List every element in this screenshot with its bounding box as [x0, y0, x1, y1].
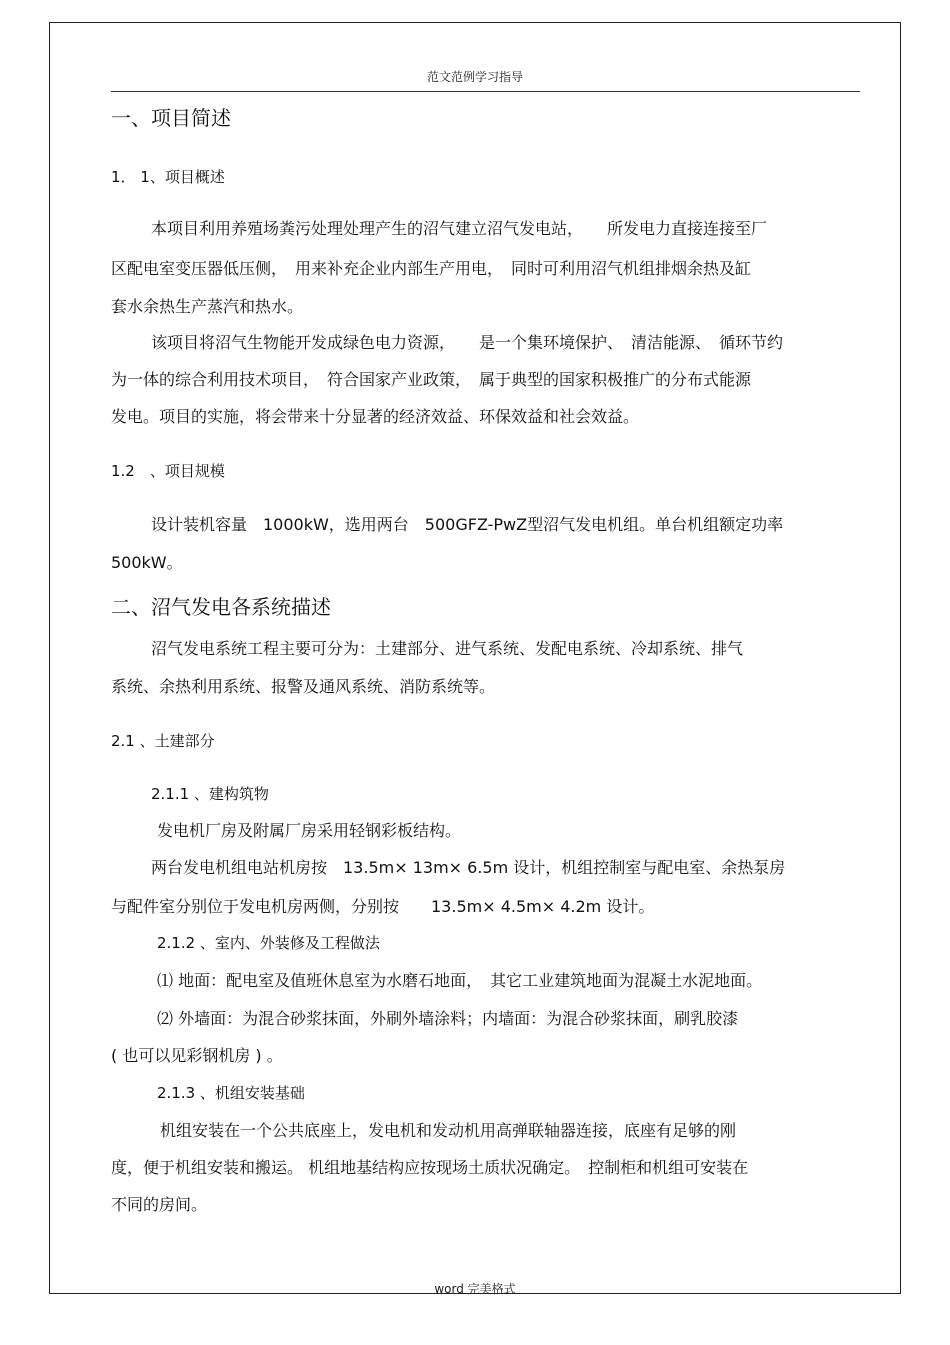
paragraph-4-line-1: 沼气发电系统工程主要可分为：土建部分、进气系统、发配电系统、冷却系统、排气: [151, 639, 744, 658]
section-2-1-2-heading: 2.1.2 、室内、外装修及工程做法: [157, 934, 380, 952]
paragraph-8-line-2: ( 也可以见彩钢机房 ) 。: [111, 1046, 283, 1065]
page-footer: word 完美格式: [434, 1282, 516, 1296]
header-divider: [111, 91, 860, 92]
paragraph-9-line-1: 机组安装在一个公共底座上，发电机和发动机用高弹联轴器连接，底座有足够的刚: [160, 1121, 737, 1140]
paragraph-5-line-1: 发电机厂房及附属厂房采用轻钢彩板结构。: [157, 821, 462, 840]
paragraph-6-line-2: 与配件室分别位于发电机房两侧，分别按 13.5m× 4.5m× 4.2m 设计。: [111, 897, 655, 916]
paragraph-1-line-2: 区配电室变压器低压侧， 用来补充企业内部生产用电， 同时可利用沼气机组排烟余热及缸: [111, 259, 752, 278]
paragraph-1-line-1: 本项目利用养殖场粪污处理处理产生的沼气建立沼气发电站， 所发电力直接连接至厂: [151, 219, 768, 238]
section-2-heading: 二、沼气发电各系统描述: [111, 595, 331, 619]
paragraph-2-line-2: 为一体的综合利用技术项目， 符合国家产业政策， 属于典型的国家积极推广的分布式能源: [111, 370, 752, 389]
section-2-1-3-heading: 2.1.3 、机组安装基础: [157, 1084, 305, 1102]
paragraph-6-line-1: 两台发电机组电站机房按 13.5m× 13m× 6.5m 设计，机组控制室与配电室、余热泵房: [151, 858, 786, 877]
section-2-1-heading: 2.1 、土建部分: [111, 732, 215, 750]
paragraph-9-line-2: 度，便于机组安装和搬运。 机组地基结构应按现场土质状况确定。 控制柜和机组可安装在: [111, 1158, 749, 1177]
paragraph-2-line-1: 该项目将沼气生物能开发成绿色电力资源， 是一个集环境保护、 清洁能源、 循环节约: [151, 333, 784, 352]
section-1-2-heading: 1.2 、项目规模: [111, 462, 225, 480]
section-1-heading: 一、项目简述: [111, 106, 231, 130]
paragraph-3-line-2: 500kW。: [111, 553, 183, 572]
paragraph-8-line-1: ⑵ 外墙面：为混合砂浆抹面，外刷外墙涂料；内墙面：为混合砂浆抹面，刷乳胶漆: [157, 1009, 739, 1028]
section-2-1-1-heading: 2.1.1 、建构筑物: [151, 785, 269, 803]
paragraph-2-line-3: 发电。项目的实施，将会带来十分显著的经济效益、环保效益和社会效益。: [111, 407, 640, 426]
paragraph-3-line-1: 设计装机容量 1000kW，选用两台 500GFZ-PwZ型沼气发电机组。单台机组额定功率: [151, 515, 784, 534]
paragraph-9-line-3: 不同的房间。: [111, 1195, 208, 1214]
section-1-1-heading: 1． 1、项目概述: [111, 168, 225, 186]
paragraph-1-line-3: 套水余热生产蒸汽和热水。: [111, 297, 304, 316]
paragraph-7-line-1: ⑴ 地面：配电室及值班休息室为水磨石地面， 其它工业建筑地面为混凝土水泥地面。: [157, 971, 763, 990]
page-header: 范文范例学习指导: [426, 70, 523, 84]
paragraph-4-line-2: 系统、余热利用系统、报警及通风系统、消防系统等。: [111, 677, 496, 696]
